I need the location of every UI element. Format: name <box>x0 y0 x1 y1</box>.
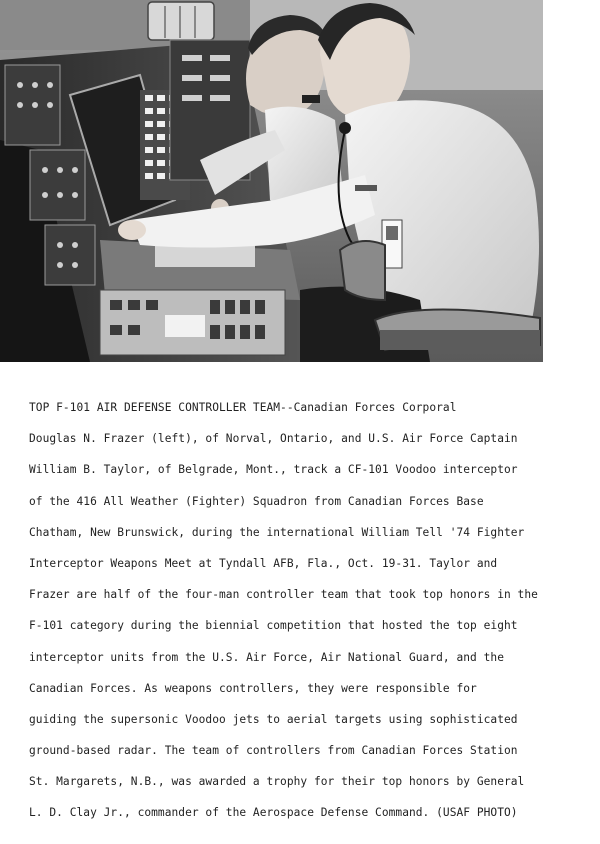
caption-line: L. D. Clay Jr., commander of the Aerospace Defense Command. (USAF PHOTO) <box>29 806 518 820</box>
photo-caption <box>29 392 589 829</box>
caption-line: F-101 category during the biennial competition that hosted the top eight <box>29 619 518 633</box>
caption-line: TOP F-101 AIR DEFENSE CONTROLLER TEAM--Canadian Forces Corporal <box>29 401 457 414</box>
caption-line: St. Margarets, N.B., was awarded a trophy for their top honors by General <box>29 775 525 789</box>
caption-line: ground-based radar. The team of controllers from Canadian Forces Station <box>29 744 518 758</box>
caption-line: Chatham, New Brunswick, during the international William Tell '74 Fighter <box>29 525 525 539</box>
caption-line: interceptor units from the U.S. Air Force, Air National Guard, and the <box>29 650 504 664</box>
caption-line: William B. Taylor, of Belgrade, Mont., track a CF-101 Voodoo interceptor <box>29 463 518 477</box>
photo-illustration <box>0 0 543 362</box>
news-photo <box>0 0 543 362</box>
caption-line: guiding the supersonic Voodoo jets to aerial targets using sophisticated <box>29 712 518 726</box>
caption-line: Interceptor Weapons Meet at Tyndall AFB, Fla., Oct. 19-31. Taylor and <box>29 556 498 570</box>
caption-line: of the 416 All Weather (Fighter) Squadron from Canadian Forces Base <box>29 494 484 508</box>
caption-line: Canadian Forces. As weapons controllers, they were responsible for <box>29 681 477 695</box>
caption-line: Douglas N. Frazer (left), of Norval, Ontario, and U.S. Air Force Captain <box>29 432 518 446</box>
caption-line: Frazer are half of the four-man controller team that took top honors in the <box>29 588 538 602</box>
